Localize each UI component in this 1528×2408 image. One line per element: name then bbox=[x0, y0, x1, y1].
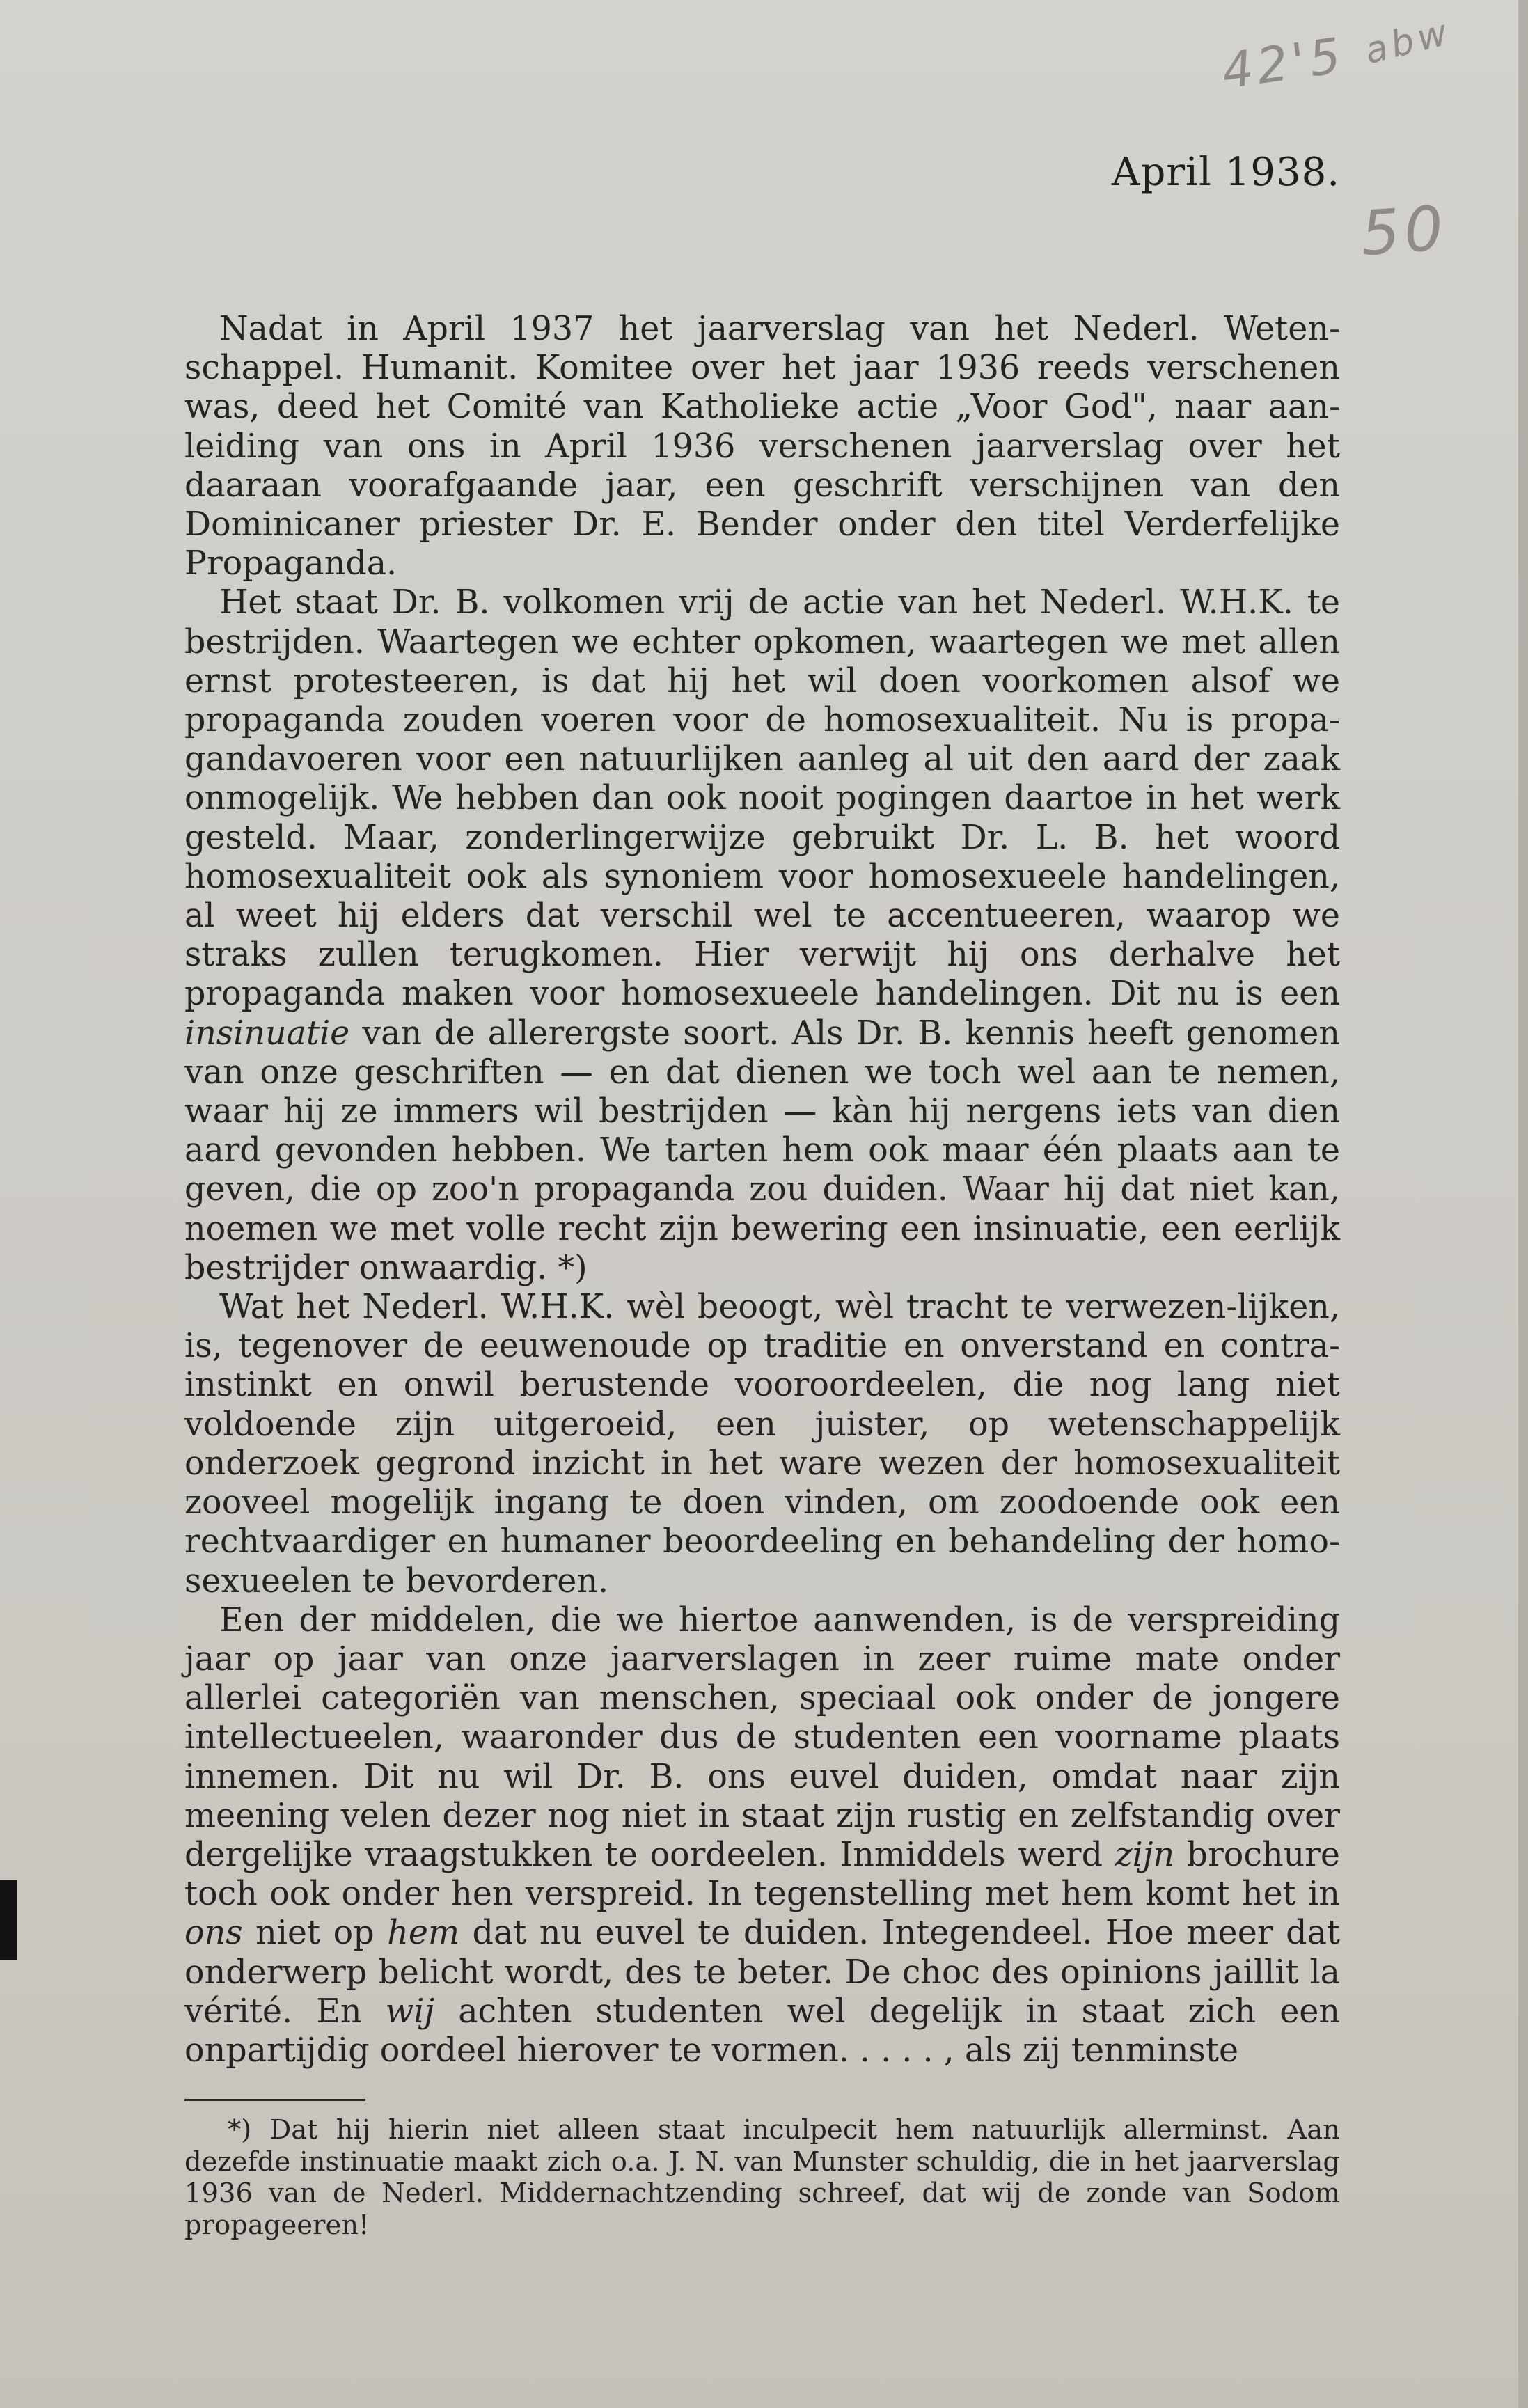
pencil-note-number: 42'5 bbox=[1218, 26, 1348, 100]
paragraph-3: Wat het Nederl. W.H.K. wèl beoogt, wèl tracht te verwezen-lijken, is, tegenover de eeuwenoude op traditie en onverstand en contra-instinkt en onwil berustende vooroordeelen, die nog lang niet voldoende zijn uitgeroeid, een juister, op wetenschappelijk onderzoek gegrond inzicht in het ware wezen der homosexualiteit zooveel mogelijk ingang te doen vinden, om zoodoende ook een rechtvaardiger en humaner beoordeeling en behandeling der homo-sexueelen te bevorderen. bbox=[184, 1288, 1340, 1600]
footnote: *) Dat hij hierin niet alleen staat inculpecit hem natuurlijk allerminst. Aan dezefde instinuatie maakt zich o.a. J. N. van Munster schuldig, die in het jaarverslag 1936 van de Nederl. Middernachtzending schreef, dat wij de zonde van Sodom propageeren! bbox=[184, 2114, 1340, 2241]
page-edge bbox=[1518, 0, 1528, 2408]
footnote-rule bbox=[184, 2099, 365, 2101]
paragraph-4-part-e: achten studenten wel degelijk in staat zich een onpartijdig oordeel hierover te vormen. . . . . , als zij tenminste bbox=[184, 1992, 1341, 2070]
paragraph-4 bbox=[184, 1601, 1340, 2070]
paragraph-4-part-b: brochure toch ook onder hen verspreid. In tegenstelling met hem komt het in bbox=[184, 1835, 1340, 1914]
paragraph-2 bbox=[184, 583, 1340, 1288]
paragraph-4-emphasis-4: wij bbox=[385, 1992, 435, 2031]
paragraph-4-part-a: Een der middelen, die we hiertoe aanwenden, is de verspreiding jaar op jaar van onze jaarverslagen in zeer ruime mate onder allerlei categoriën van menschen, speciaal ook onder de jongere intellectueelen, waaronder dus de studenten een voorname plaats innemen. Dit nu wil Dr. B. ons euvel duiden, omdat naar zijn meening velen dezer nog niet in staat zijn rustig en zelfstandig over dergelijke vraagstukken te oordeelen. Inmiddels werd bbox=[184, 1600, 1340, 1874]
paragraph-4-emphasis-1: zijn bbox=[1115, 1835, 1175, 1874]
paragraph-1: Nadat in April 1937 het jaarverslag van het Nederl. Weten-schappel. Humanit. Komitee over het jaar 1936 reeds verschenen was, deed het Comité van Katholieke actie „Voor God", naar aan-leiding van ons in April 1936 verschenen jaarverslag over het daaraan voorafgaande jaar, een geschrift verschijnen van den Dominicaner priester Dr. E. Bender onder den titel Verderfelijke Propaganda. bbox=[184, 310, 1340, 583]
paragraph-4-emphasis-2: ons bbox=[184, 1914, 243, 1953]
paragraph-2-part-a: Het staat Dr. B. volkomen vrij de actie van het Nederl. W.H.K. te bestrijden. Waartegen we echter opkomen, waartegen we met allen ernst protesteeren, is dat hij het wil doen voorkomen alsof we propaganda zouden voeren voor de homosexualiteit. Nu is propa-gandavoeren voor een natuurlijken aanleg al uit den aard der zaak onmogelijk. We hebben dan ook nooit pogingen daartoe in het werk gesteld. Maar, zonderlingerwijze gebruikt Dr. L. B. het woord homosexualiteit ook als synoniem voor homosexueele handelingen, al weet hij elders dat verschil wel te accentueeren, waarop we straks zullen terugkomen. Hier verwijt hij ons derhalve het propaganda maken voor homosexueele handelingen. Dit nu is een bbox=[184, 583, 1340, 1014]
paragraph-4-emphasis-3: hem bbox=[387, 1914, 459, 1953]
pencil-note-word: abw bbox=[1360, 10, 1456, 73]
binding-mark bbox=[0, 1880, 17, 1960]
pencil-note-price: 50 bbox=[1358, 191, 1450, 270]
paragraph-4-part-c: niet op bbox=[242, 1914, 388, 1953]
paragraph-2-emphasis: insinuatie bbox=[184, 1014, 350, 1053]
paragraph-4-part-d: dat nu euvel te duiden. Integendeel. Hoe meer dat onderwerp belicht wordt, des te beter. De choc des opinions jaillit la vérité. En bbox=[184, 1914, 1340, 2031]
paragraph-2-part-b: van de allerergste soort. Als Dr. B. kennis heeft genomen van onze geschriften — en dat dienen we toch wel aan te nemen, waar hij ze immers wil bestrijden — kàn hij nergens iets van dien aard gevonden hebben. We tarten hem ook maar één plaats aan te geven, die op zoo'n propaganda zou duiden. Waar hij dat niet kan, noemen we met volle recht zijn bewering een insinuatie, een eerlijk bestrijder onwaardig. *) bbox=[184, 1014, 1340, 1287]
document-date: April 1938. bbox=[1112, 150, 1340, 195]
body-text bbox=[184, 310, 1340, 2070]
